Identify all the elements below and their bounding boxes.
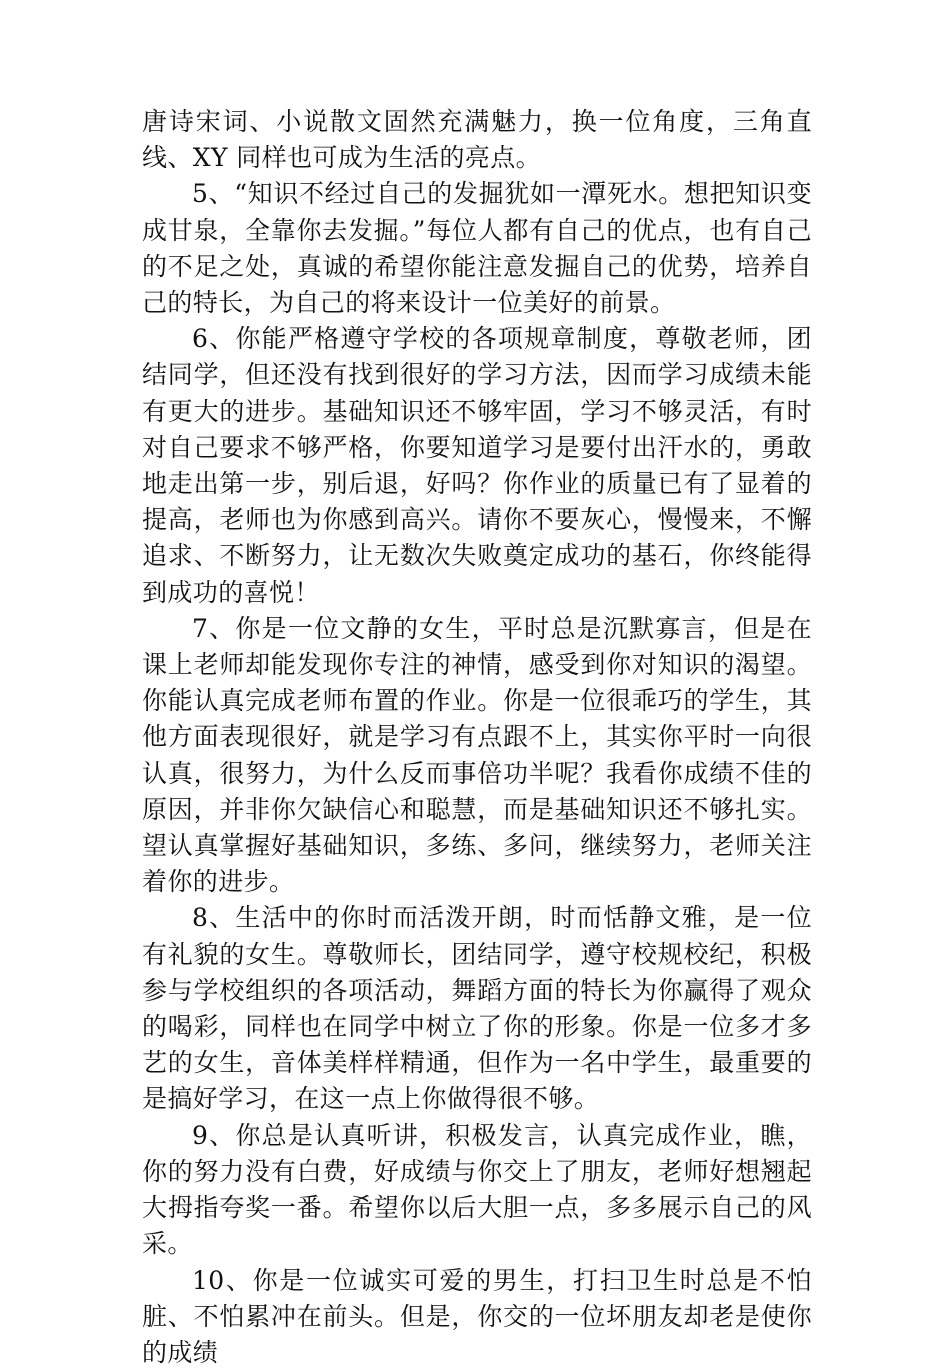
paragraph-9: 9、你总是认真听讲，积极发言，认真完成作业，瞧，你的努力没有白费，好成绩与你交上了朋友，老师好想翘起大拇指夸奖一番。希望你以后大胆一点，多多展示自己的风采。	[142, 1118, 812, 1263]
paragraph-6: 6、你能严格遵守学校的各项规章制度，尊敬老师，团结同学，但还没有找到很好的学习方法，因而学习成绩未能有更大的进步。基础知识还不够牢固，学习不够灵活，有时对自己要求不够严格，你要知道学习是要付出汗水的，勇敢地走出第一步，别后退，好吗？你作业的质量已有了显着的提高，老师也为你感到高兴。请你不要灰心，慢慢来，不懈追求、不断努力，让无数次失败奠定成功的基石，你终能得到成功的喜悦！	[142, 321, 812, 611]
body-text	[142, 104, 812, 1371]
paragraph-7: 7、你是一位文静的女生，平时总是沉默寡言，但是在课上老师却能发现你专注的神情，感受到你对知识的渴望。你能认真完成老师布置的作业。你是一位很乖巧的学生，其他方面表现很好，就是学习有点跟不上，其实你平时一向很认真，很努力，为什么反而事倍功半呢？我看你成绩不佳的原因，并非你欠缺信心和聪慧，而是基础知识还不够扎实。望认真掌握好基础知识，多练、多问，继续努力，老师关注着你的进步。	[142, 611, 812, 901]
paragraph-10: 10、你是一位诚实可爱的男生，打扫卫生时总是不怕脏、不怕累冲在前头。但是，你交的一位坏朋友却老是使你的成绩	[142, 1263, 812, 1371]
paragraph: 唐诗宋词、小说散文固然充满魅力，换一位角度，三角直线、XY 同样也可成为生活的亮点。	[142, 104, 812, 176]
paragraph-5: 5、“知识不经过自己的发掘犹如一潭死水。想把知识变成甘泉，全靠你去发掘。”每位人都有自己的优点，也有自己的不足之处，真诚的希望你能注意发掘自己的优势，培养自己的特长，为自己的将来设计一位美好的前景。	[142, 176, 812, 321]
paragraph-8: 8、生活中的你时而活泼开朗，时而恬静文雅，是一位有礼貌的女生。尊敬师长，团结同学，遵守校规校纪，积极参与学校组织的各项活动，舞蹈方面的特长为你赢得了观众的喝彩，同样也在同学中树立了你的形象。你是一位多才多艺的女生，音体美样样精通，但作为一名中学生，最重要的是搞好学习，在这一点上你做得很不够。	[142, 900, 812, 1117]
